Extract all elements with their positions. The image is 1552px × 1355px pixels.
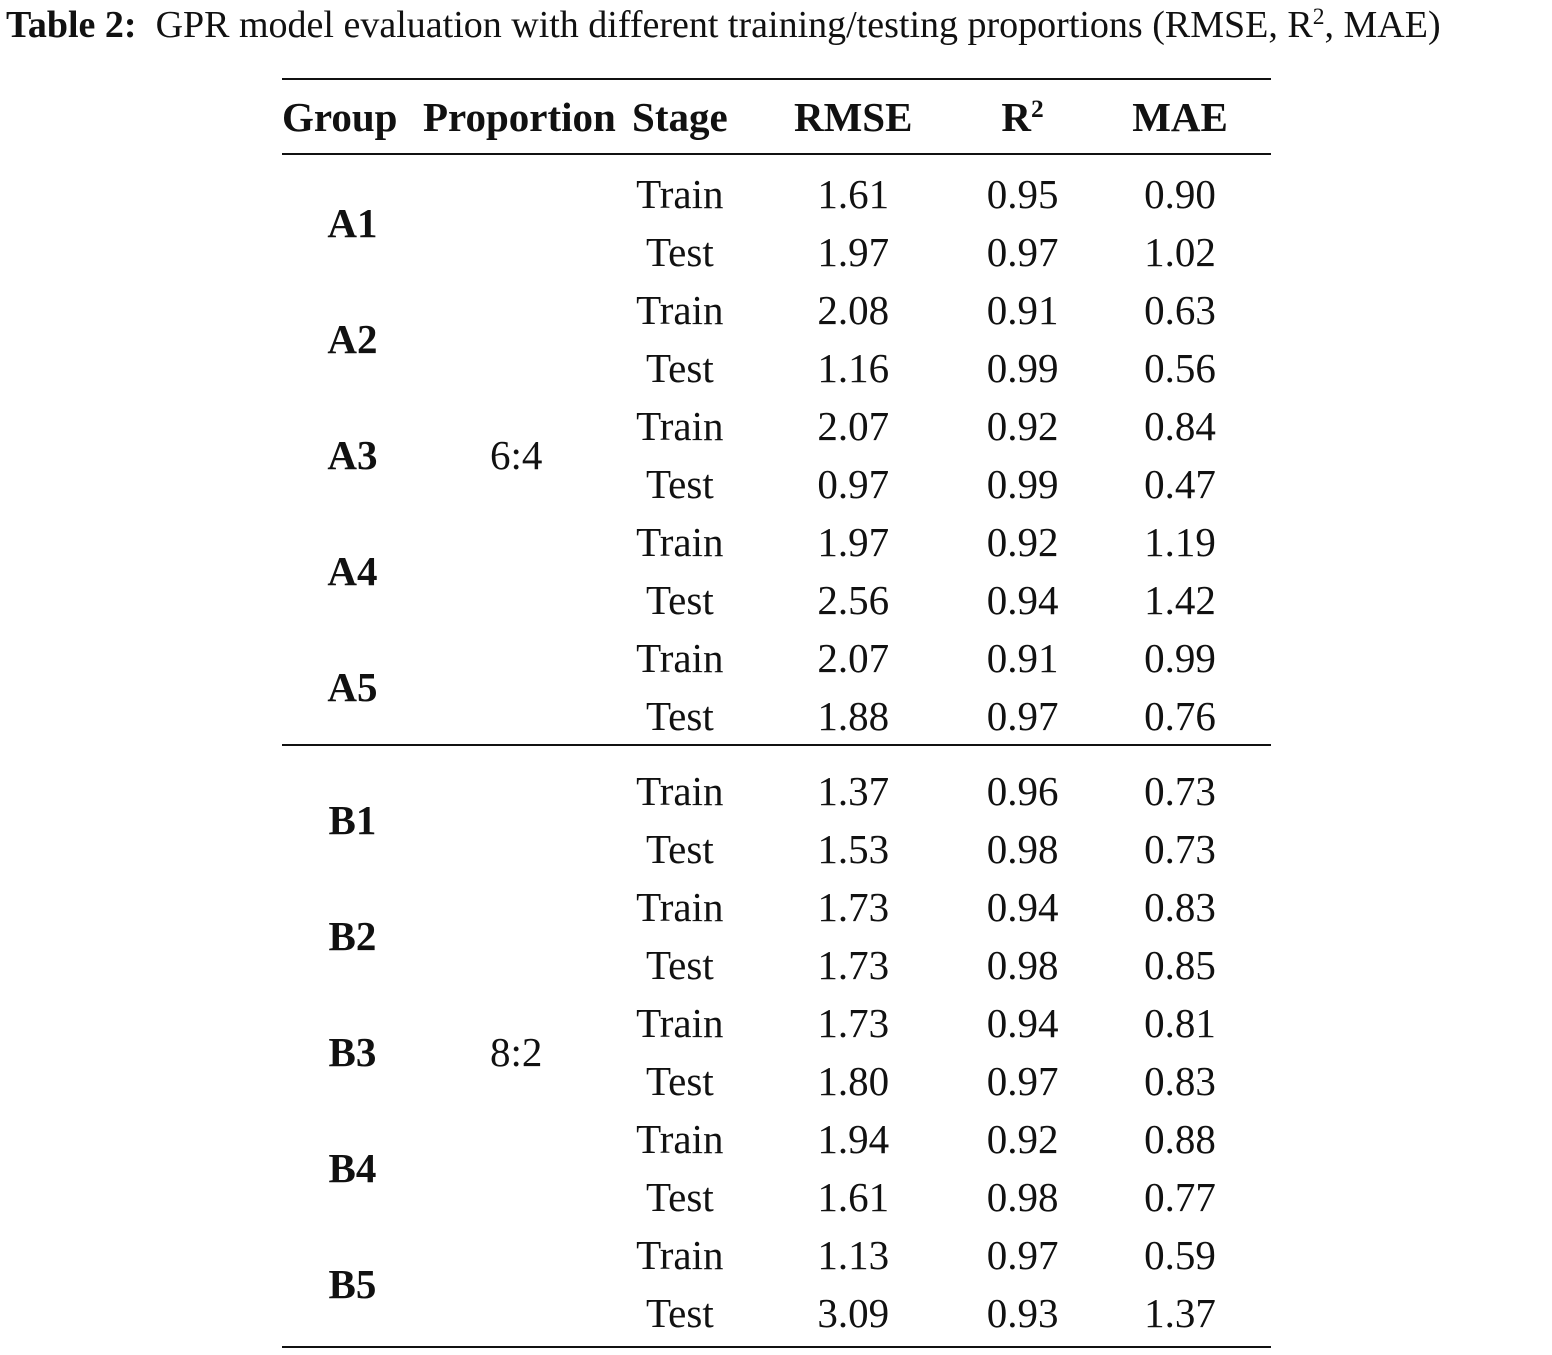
mae-cell: 1.19 (1144, 519, 1216, 565)
r2-cell: 0.98 (986, 826, 1059, 872)
r2-cell: 0.97 (986, 229, 1059, 275)
mae-cell: 0.99 (1144, 635, 1216, 681)
rmse-cell: 1.97 (817, 519, 890, 565)
group-cell: A5 (327, 663, 378, 710)
header-mae: MAE (1089, 79, 1271, 154)
section-spacer (282, 154, 1271, 165)
proportion-cell: 6:4 (489, 431, 543, 478)
rmse-cell: 2.07 (817, 635, 890, 681)
results-table (282, 78, 1271, 1348)
header-row (282, 79, 1271, 154)
stage-cell: Train (636, 1116, 724, 1162)
stage-cell: Test (645, 826, 714, 872)
rmse-cell: 1.73 (817, 1000, 890, 1046)
r2-cell: 0.93 (986, 1290, 1059, 1336)
mae-cell: 1.02 (1144, 229, 1216, 275)
rmse-cell: 1.73 (817, 942, 890, 988)
caption-label: Table 2: (6, 4, 137, 46)
r2-cell: 0.97 (986, 692, 1059, 739)
stage-cell: Train (636, 1232, 724, 1278)
header-r2 (956, 79, 1089, 154)
stage-cell: Test (645, 577, 714, 623)
group-cell: A4 (327, 548, 378, 594)
rmse-cell: 1.73 (817, 884, 890, 930)
header-rmse: RMSE (750, 79, 956, 154)
group-cell: B4 (328, 1145, 377, 1191)
stage-cell: Test (645, 692, 714, 739)
group-cell: B3 (328, 1029, 377, 1075)
proportion-cell: 8:2 (489, 1029, 543, 1075)
r2-cell: 0.94 (986, 884, 1059, 930)
mae-cell: 1.37 (1144, 1290, 1216, 1336)
r2-cell: 0.97 (986, 1058, 1059, 1104)
stage-cell: Test (645, 1058, 714, 1104)
rmse-cell: 3.09 (817, 1290, 890, 1336)
mae-cell: 0.81 (1144, 1000, 1216, 1046)
r2-cell: 0.92 (986, 403, 1059, 449)
stage-cell: Test (645, 229, 714, 275)
rmse-cell: 1.94 (817, 1116, 890, 1162)
stage-cell: Train (636, 519, 724, 565)
table-caption (6, 2, 1552, 48)
stage-cell: Train (636, 884, 724, 930)
r2-cell: 0.97 (986, 1232, 1059, 1278)
mae-cell: 0.56 (1144, 345, 1216, 391)
header-proportion: Proportion (423, 79, 609, 154)
caption-text: GPR model evaluation with different training/testing proportions (RMSE, R (155, 4, 1313, 46)
rmse-cell: 1.53 (817, 826, 890, 872)
stage-cell: Test (645, 1290, 714, 1336)
stage-cell: Train (636, 171, 724, 217)
r2-cell: 0.91 (986, 635, 1059, 681)
stage-cell: Test (645, 461, 714, 507)
bottom-rule-cell (282, 1342, 1271, 1347)
r2-cell: 0.91 (986, 287, 1059, 333)
stage-cell: Test (645, 942, 714, 988)
rmse-cell: 1.80 (817, 1058, 890, 1104)
r2-cell: 0.98 (986, 1174, 1059, 1220)
group-cell: B1 (328, 797, 377, 843)
stage-cell: Train (636, 768, 724, 814)
mae-cell: 0.47 (1144, 461, 1216, 507)
mae-cell: 0.90 (1144, 171, 1216, 217)
rmse-cell: 2.07 (817, 403, 890, 449)
rmse-cell: 1.37 (817, 768, 890, 814)
stage-cell: Test (645, 345, 714, 391)
header-r2-base: R (1001, 93, 1032, 140)
rmse-cell: 1.97 (817, 229, 890, 275)
mae-cell: 0.83 (1144, 884, 1216, 930)
mae-cell: 0.84 (1144, 403, 1216, 449)
stage-cell: Test (645, 1174, 714, 1220)
rmse-cell: 0.97 (817, 461, 890, 507)
r2-cell: 0.92 (986, 1116, 1059, 1162)
mae-cell: 0.59 (1144, 1232, 1216, 1278)
stage-cell: Train (636, 287, 724, 333)
group-cell: B5 (328, 1261, 377, 1307)
stage-cell: Train (636, 1000, 724, 1046)
header-r2-superscript: 2 (1031, 94, 1044, 123)
rmse-cell: 1.16 (817, 345, 890, 391)
header-group: Group (282, 79, 423, 154)
mae-cell: 0.85 (1144, 942, 1216, 988)
mae-cell: 0.73 (1144, 826, 1216, 872)
table-body (282, 154, 1271, 1347)
group-cell: A1 (327, 200, 378, 246)
r2-cell: 0.96 (986, 768, 1059, 814)
mae-cell: 1.42 (1144, 577, 1216, 623)
rmse-cell: 1.61 (817, 1174, 890, 1220)
spacer-cell (282, 745, 1271, 762)
caption-text-end: , MAE) (1324, 4, 1441, 46)
section-divider (282, 745, 1271, 762)
stage-cell: Train (636, 403, 724, 449)
mae-cell: 0.76 (1144, 692, 1216, 739)
group-cell: A3 (327, 432, 378, 478)
rmse-cell: 2.56 (817, 577, 890, 623)
caption-superscript: 2 (1312, 4, 1325, 31)
results-table-container (282, 78, 1271, 1348)
table-row (282, 165, 1271, 223)
group-cell: A2 (327, 316, 378, 362)
mae-cell: 0.77 (1144, 1174, 1216, 1220)
mae-cell: 0.63 (1144, 287, 1216, 333)
stage-cell: Train (636, 635, 724, 681)
mae-cell: 0.83 (1144, 1058, 1216, 1104)
rmse-cell: 1.13 (817, 1232, 890, 1278)
mae-cell: 0.88 (1144, 1116, 1216, 1162)
table-row (282, 762, 1271, 820)
mae-cell: 0.73 (1144, 768, 1216, 814)
r2-cell: 0.99 (986, 461, 1059, 507)
r2-cell: 0.92 (986, 519, 1059, 565)
r2-cell: 0.94 (986, 577, 1059, 623)
r2-cell: 0.94 (986, 1000, 1059, 1046)
rmse-cell: 1.61 (817, 171, 890, 217)
rmse-cell: 2.08 (817, 287, 890, 333)
table-bottom-rule (282, 1342, 1271, 1347)
spacer-cell (282, 154, 1271, 165)
group-cell: B2 (328, 913, 377, 959)
r2-cell: 0.99 (986, 345, 1059, 391)
header-stage: Stage (609, 79, 750, 154)
rmse-cell: 1.88 (817, 692, 890, 739)
r2-cell: 0.98 (986, 942, 1059, 988)
r2-cell: 0.95 (986, 171, 1059, 217)
